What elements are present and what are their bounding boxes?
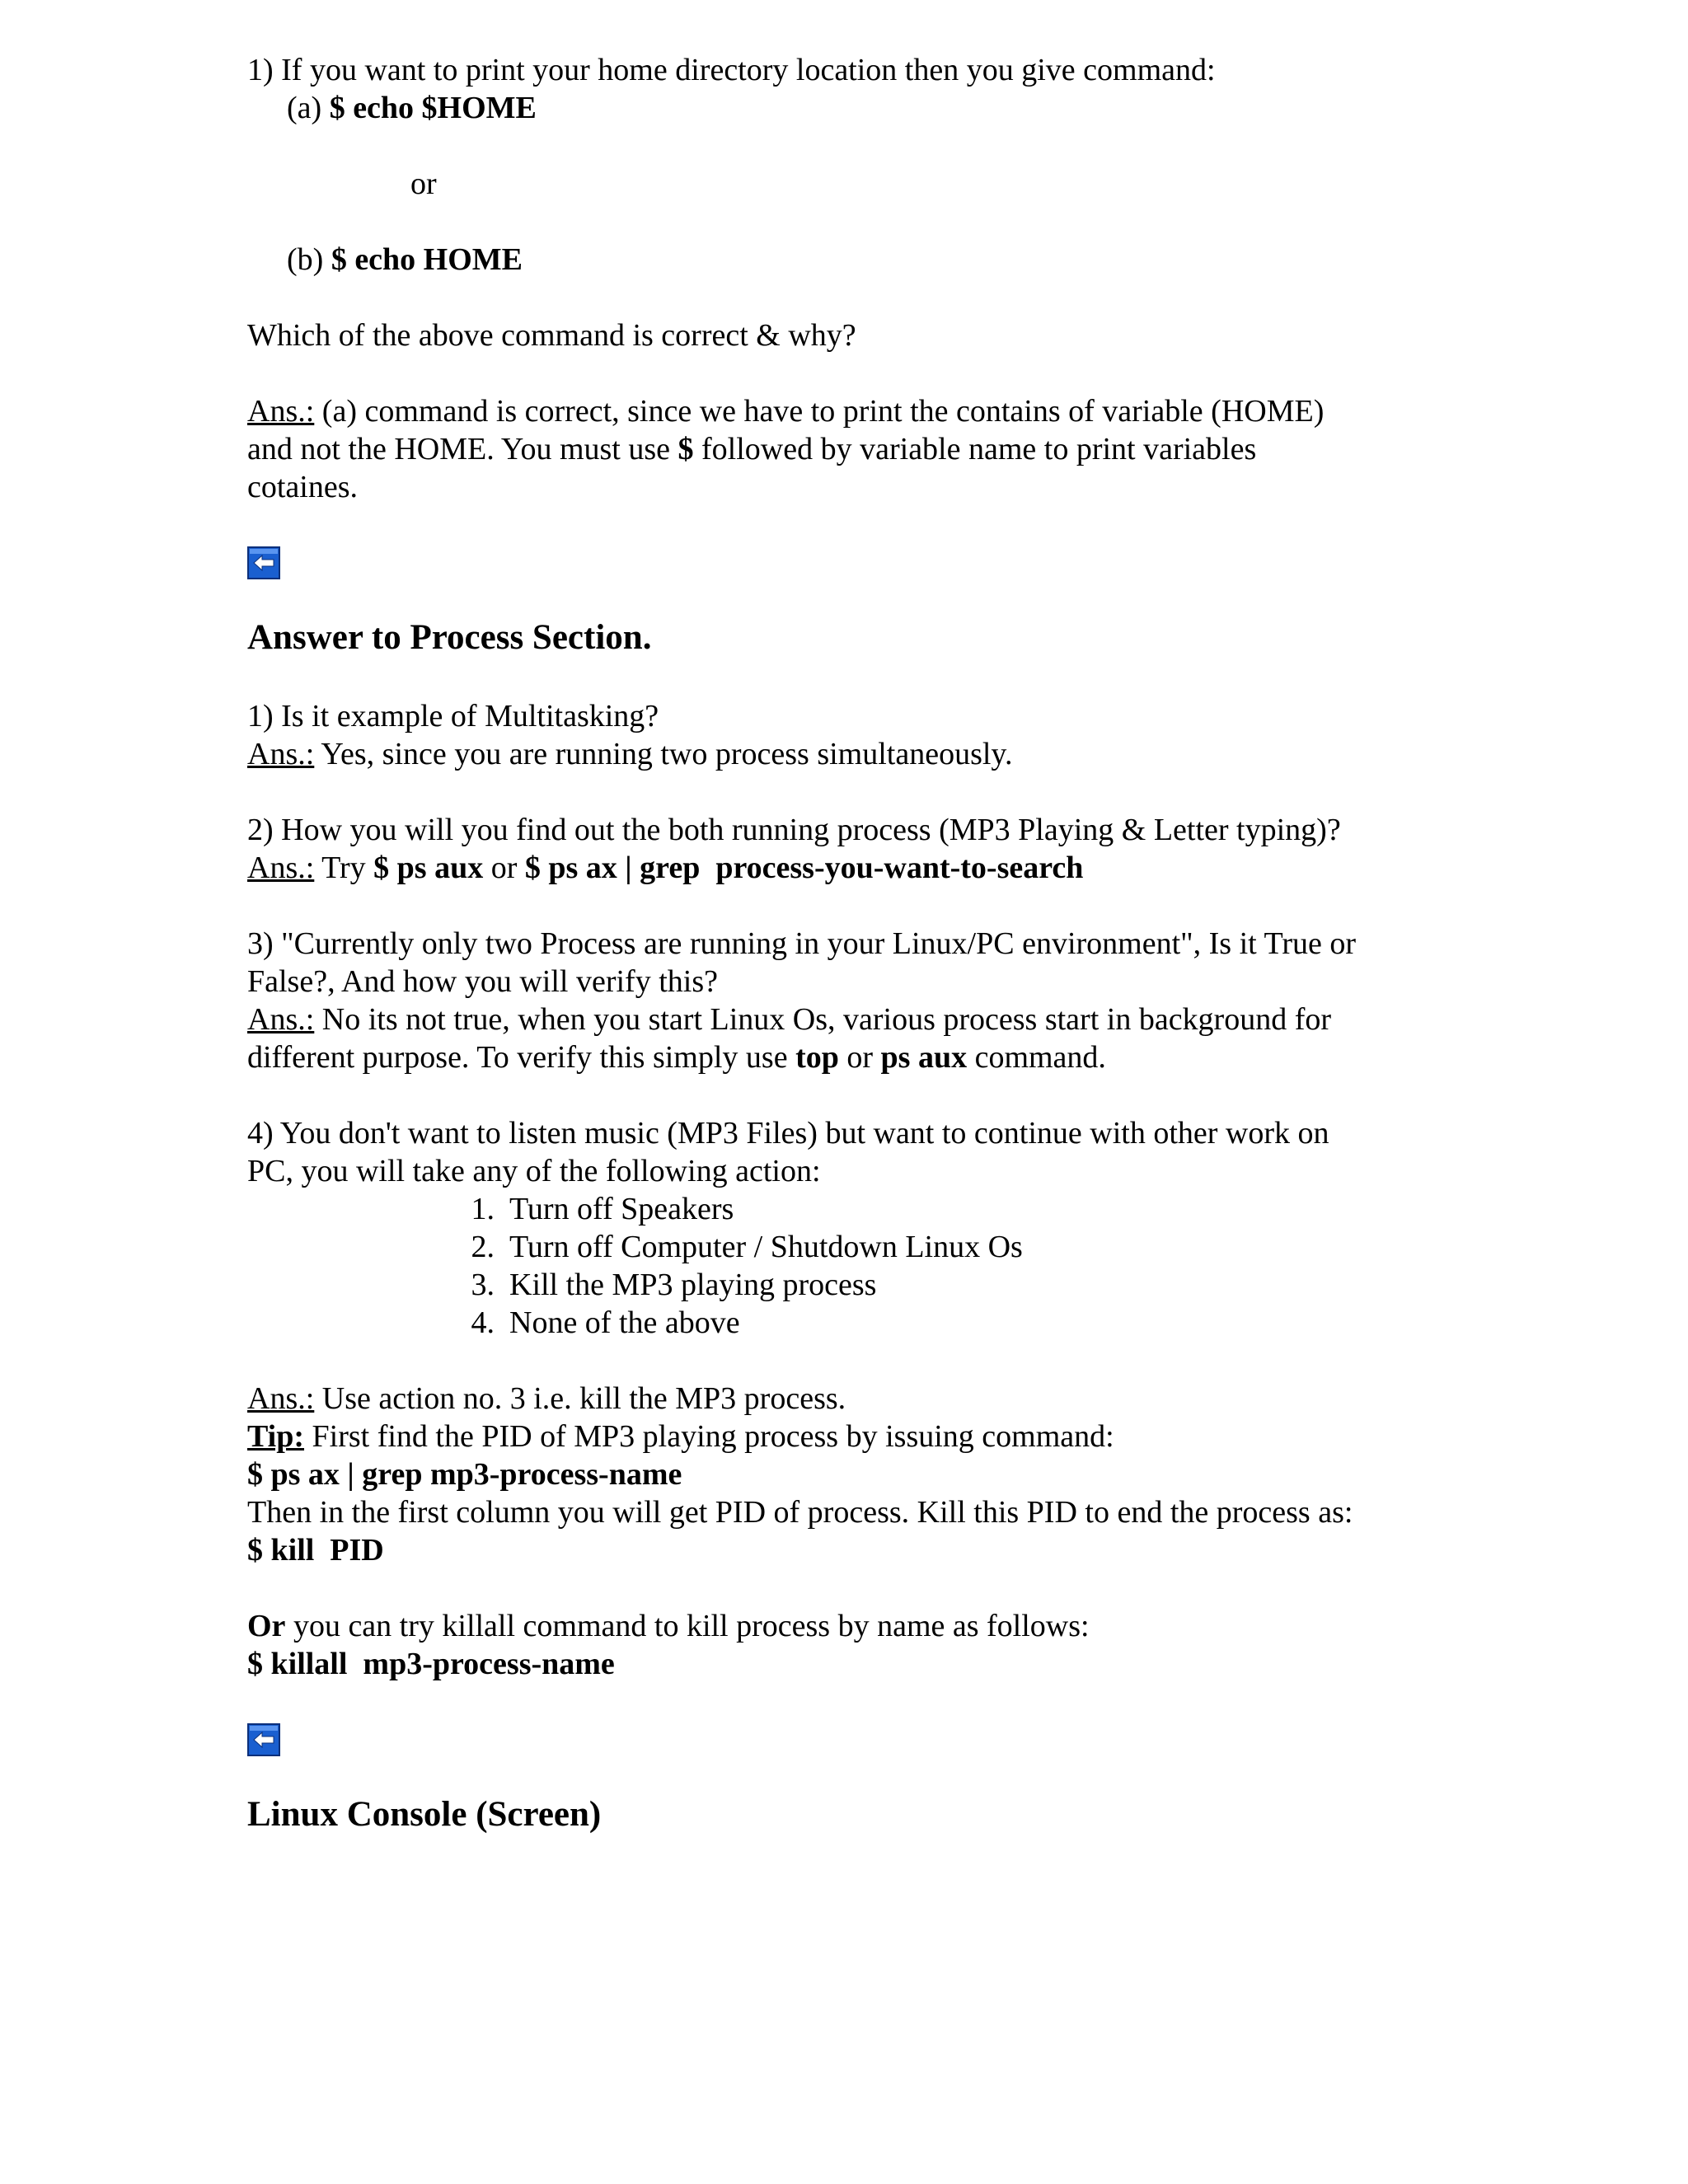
- document-page: [247, 51, 1451, 1836]
- killall-text: you can try killall command to kill process by name as follows:: [285, 1609, 1090, 1643]
- answer-home-line-2: [247, 430, 1451, 468]
- process-q3-answer-line-2: [247, 1038, 1451, 1076]
- command-grep-mp3: $ ps ax | grep mp3-process-name: [247, 1457, 682, 1492]
- option-b-label: (b): [287, 242, 331, 277]
- which-question: Which of the above command is correct & why?: [247, 318, 856, 353]
- back-link-row: [247, 544, 1451, 582]
- answer-label: Ans.:: [247, 1002, 315, 1037]
- option-a-label: (a): [287, 91, 330, 125]
- action-options-list: [247, 1190, 1451, 1342]
- killall-line: [247, 1607, 1451, 1645]
- option-a-command: $ echo $HOME: [329, 91, 537, 125]
- option-a: [247, 89, 1451, 127]
- command-ps-aux: $ ps aux: [373, 851, 484, 885]
- process-q1: 1) Is it example of Multitasking?: [247, 699, 659, 733]
- list-item-text: Kill the MP3 playing process: [509, 1268, 877, 1302]
- process-q3-answer-line-1: [247, 1001, 1451, 1038]
- answer-home-line-3: cotaines.: [247, 470, 359, 504]
- list-item-text: None of the above: [509, 1305, 740, 1340]
- answer-text: Yes, since you are running two process simultaneously.: [314, 737, 1013, 771]
- answer-text: Use action no. 3 i.e. kill the MP3 process.: [314, 1381, 846, 1416]
- process-q4-line-2: PC, you will take any of the following action:: [247, 1154, 821, 1188]
- list-item: [445, 1190, 1451, 1228]
- or-separator: or: [410, 166, 437, 201]
- list-item-number: 3.: [471, 1268, 495, 1302]
- process-q3-line-1: 3) "Currently only two Process are running in your Linux/PC environment", Is it True or: [247, 926, 1357, 961]
- back-arrow-icon[interactable]: [247, 546, 280, 579]
- command-top: top: [795, 1040, 839, 1075]
- tip-line: [247, 1418, 1451, 1455]
- list-item-number: 1.: [471, 1192, 495, 1226]
- list-item-text: Turn off Computer / Shutdown Linux Os: [509, 1230, 1023, 1264]
- list-item-text: Turn off Speakers: [509, 1192, 734, 1226]
- process-q4-answer: [247, 1380, 1451, 1418]
- answer-label: Ans.:: [247, 851, 315, 885]
- answer-text: or: [483, 851, 525, 885]
- answer-label: Ans.:: [247, 394, 315, 429]
- answer-text: (a) command is correct, since we have to print the contains of variable (HOME): [314, 394, 1325, 429]
- process-q3-line-2: False?, And how you will verify this?: [247, 964, 718, 999]
- command-killall: $ killall mp3-process-name: [247, 1647, 615, 1681]
- answer-text: No its not true, when you start Linux Os, various process start in background for: [314, 1002, 1332, 1037]
- answer-text: different purpose. To verify this simply use: [247, 1040, 796, 1075]
- process-q2: 2) How you will you find out the both running process (MP3 Playing & Letter typing)?: [247, 813, 1341, 847]
- answer-text: and not the HOME. You must use: [247, 432, 678, 466]
- list-item: [445, 1304, 1451, 1342]
- section-heading-console: Linux Console (Screen): [247, 1795, 602, 1834]
- answer-label: Ans.:: [247, 1381, 315, 1416]
- command-ps-aux: ps aux: [880, 1040, 968, 1075]
- answer-text: followed by variable name to print variables: [693, 432, 1257, 466]
- list-item: [445, 1266, 1451, 1304]
- command-ps-grep: $ ps ax | grep process-you-want-to-search: [524, 851, 1084, 885]
- process-q4-line-1: 4) You don't want to listen music (MP3 Files) but want to continue with other work on: [247, 1116, 1329, 1151]
- or-word: Or: [247, 1609, 286, 1643]
- tip-text: First find the PID of MP3 playing process by issuing command:: [304, 1419, 1114, 1454]
- back-link-row: [247, 1721, 1451, 1759]
- answer-text: Try: [314, 851, 374, 885]
- section-heading-process: Answer to Process Section.: [247, 618, 652, 657]
- back-arrow-icon[interactable]: [247, 1723, 280, 1756]
- process-q2-answer: [247, 849, 1451, 887]
- list-item: [445, 1228, 1451, 1266]
- answer-label: Ans.:: [247, 737, 315, 771]
- command-kill: $ kill PID: [247, 1533, 384, 1568]
- tip-label: Tip:: [247, 1419, 305, 1454]
- process-q1-answer: [247, 735, 1451, 773]
- answer-home-line-1: [247, 392, 1451, 430]
- then-text: Then in the first column you will get PID of process. Kill this PID to end the process as:: [247, 1495, 1353, 1530]
- list-item-number: 4.: [471, 1305, 495, 1340]
- question-home: 1) If you want to print your home directory location then you give command:: [247, 53, 1216, 87]
- list-item-number: 2.: [471, 1230, 495, 1264]
- option-b: [247, 241, 1451, 279]
- answer-text: or: [838, 1040, 881, 1075]
- dollar-sign: $: [678, 432, 694, 466]
- answer-text: command.: [967, 1040, 1106, 1075]
- option-b-command: $ echo HOME: [331, 242, 523, 277]
